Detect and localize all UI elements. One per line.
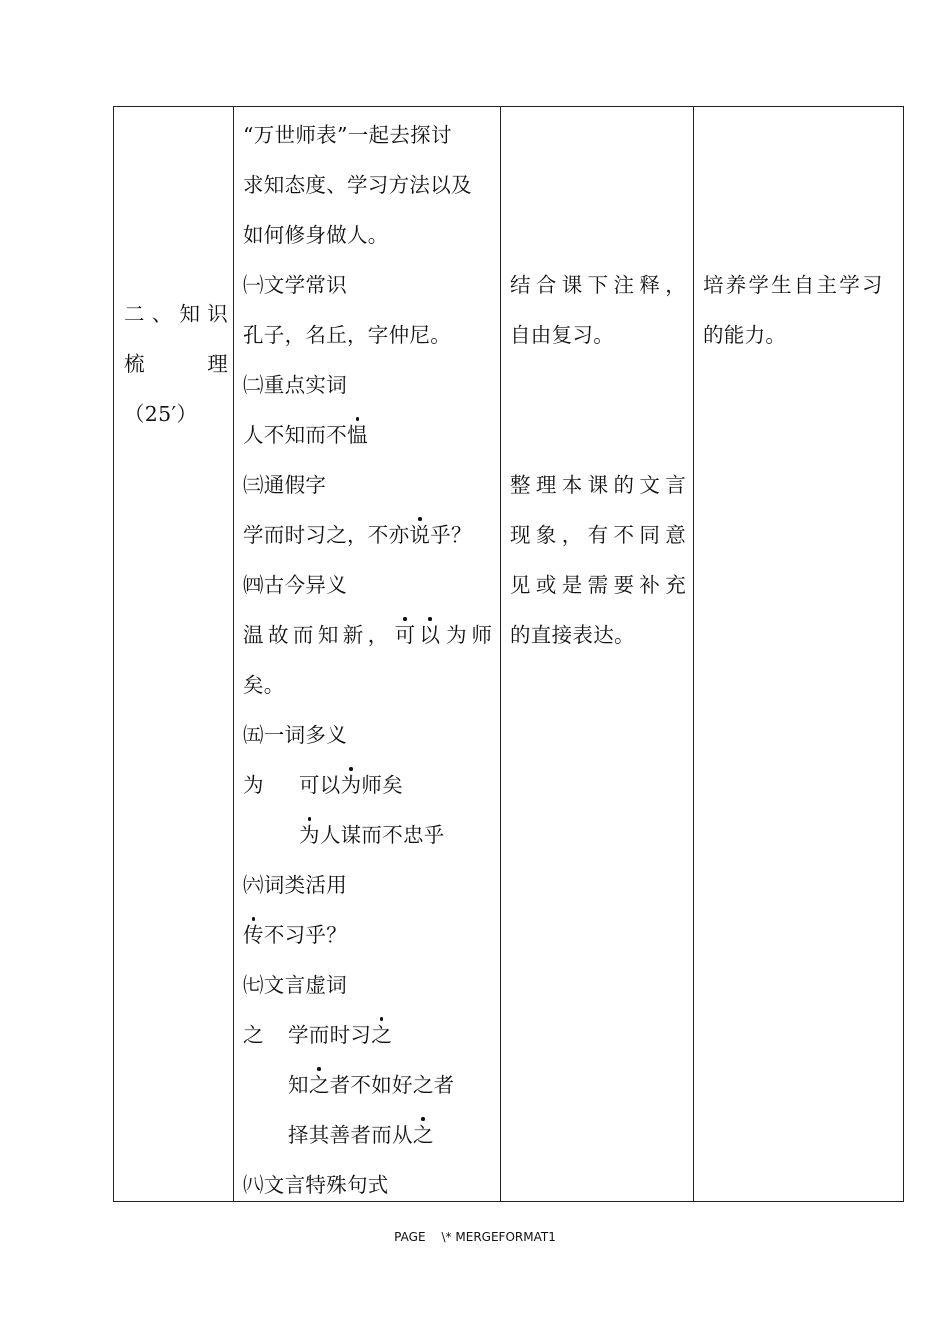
intent-line: 培养学生自主学习: [703, 273, 885, 297]
section-duration: （25′）: [124, 402, 198, 426]
text-fragment: 温故而知新，: [243, 623, 393, 647]
text-line: [243, 510, 495, 560]
text-fragment: 择其善者而从: [288, 1123, 413, 1147]
emphasis-char: 为: [341, 760, 362, 810]
emphasis-char: 传: [243, 910, 264, 960]
footer-code: \* MERGEFORMAT1: [441, 1230, 556, 1244]
text-line: [243, 910, 495, 960]
emphasis-char: 为: [299, 810, 320, 860]
lesson-plan-table: [113, 106, 904, 1202]
heading-literary-knowledge: ㈠文学常识: [243, 273, 347, 297]
page-footer: [0, 1230, 950, 1244]
section-title-line: 二、知识: [124, 302, 228, 326]
text-fragment: 不习乎？: [263, 923, 348, 947]
section-title-line: 梳 理: [124, 352, 228, 376]
text-fragment: 人不知而不: [243, 423, 347, 447]
emphasis-char: 愠: [347, 410, 368, 460]
text-line: [243, 610, 495, 660]
activity-line: 整理本课的文言: [510, 473, 686, 497]
intro-line: 如何修身做人。: [243, 223, 389, 247]
activity-line: 见或是需要补充: [510, 573, 686, 597]
table-row: [114, 107, 904, 1202]
heading-ancient-modern-meaning: ㈣古今异义: [243, 573, 347, 597]
footer-field: PAGE: [394, 1230, 426, 1244]
text-fragment: 学而时习之，不亦: [243, 523, 410, 547]
design-intent: [703, 260, 895, 360]
text-fragment: 乎？: [430, 523, 472, 547]
intro-line: “万世师表”一起去探讨: [243, 123, 452, 147]
activity-line: 结合课下注释，: [510, 273, 686, 297]
design-intent-cell: [694, 107, 904, 1202]
emphasis-char: 以: [420, 610, 441, 660]
text-line: 孔子，名丘，字仲尼。: [243, 323, 451, 347]
emphasis-char: 之: [309, 1060, 330, 1110]
emphasis-char: 之: [413, 1110, 434, 1160]
section-cell: [114, 107, 234, 1202]
text-line: 矣。: [243, 673, 285, 697]
content-cell: [234, 107, 501, 1202]
heading-interchangeable-chars: ㈢通假字: [243, 473, 327, 497]
text-line: [243, 760, 495, 810]
activity-line: 自由复习。: [510, 323, 614, 347]
text-line: [243, 410, 495, 460]
target-word: 之: [243, 1023, 264, 1047]
student-activity: [510, 260, 686, 660]
emphasis-char: 说: [409, 510, 430, 560]
heading-key-words: ㈡重点实词: [243, 373, 347, 397]
text-line: [243, 1110, 495, 1160]
text-line: [243, 1010, 495, 1060]
heading-function-words: ㈦文言虚词: [243, 973, 347, 997]
text-fragment: 者不如好之者: [329, 1073, 455, 1097]
section-title: [124, 289, 228, 439]
text-fragment: 可以: [299, 773, 341, 797]
emphasis-char: 之: [371, 1010, 392, 1060]
emphasis-char: 可: [395, 610, 416, 660]
text-fragment: 人谋而不忠乎: [319, 823, 445, 847]
heading-word-class-usage: ㈥词类活用: [243, 873, 347, 897]
text-fragment: 为师: [444, 623, 496, 647]
content-body: [243, 110, 495, 1210]
activity-line: 现象，有不同意: [510, 523, 686, 547]
text-fragment: 知: [288, 1073, 309, 1097]
text-fragment: 师矣: [361, 773, 404, 797]
text-line: [243, 1060, 495, 1110]
activity-line: 的直接表达。: [510, 623, 635, 647]
target-word: 为: [243, 773, 264, 797]
intro-line: 求知态度、学习方法以及: [243, 173, 472, 197]
student-activity-cell: [501, 107, 694, 1202]
heading-polysemy: ㈤一词多义: [243, 723, 347, 747]
heading-special-sentences: ㈧文言特殊句式: [243, 1173, 389, 1197]
text-line: [243, 810, 495, 860]
text-fragment: 学而时习: [288, 1023, 372, 1047]
intent-line: 的能力。: [703, 323, 787, 347]
